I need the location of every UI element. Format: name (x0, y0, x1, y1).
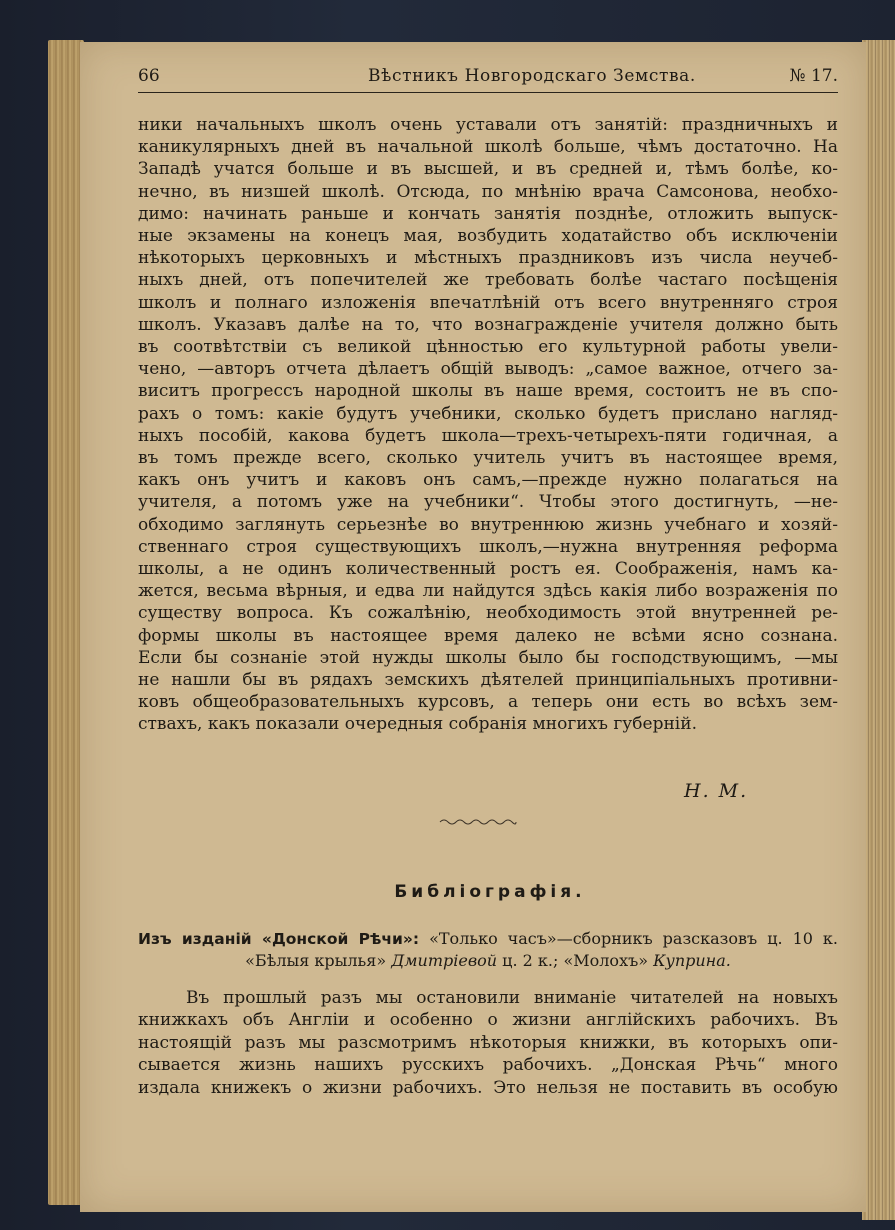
text-line: школъ и полнаго изложенія впечатлѣній отъ всего внутренняго строя (138, 292, 838, 313)
text-line: нечно, въ низшей школѣ. Отсюда, по мнѣнію врача Самсонова, необхо- (138, 181, 838, 202)
ornament-divider (438, 816, 518, 828)
text-line: въ томъ прежде всего, сколько учитель учитъ въ настоящее время, (138, 448, 838, 469)
book-page-edges-right (862, 40, 895, 1220)
text-line: издала книжекъ о жизни рабочихъ. Это нельзя не поставить въ особую (138, 1077, 838, 1098)
book-page-edges-left (48, 40, 84, 1205)
text-line: школы, а не одинъ количественный ростъ ея. Соображенія, намъ ка- (138, 559, 838, 580)
bibliography-line-2 (138, 950, 838, 972)
bibliography-entry (138, 928, 838, 972)
text-line: въ соотвѣтствіи съ великой цѣнностью его культурной работы увели- (138, 337, 838, 358)
text-line: ныхъ пособій, какова будетъ школа—трехъ-четырехъ-пяти годичная, а (138, 425, 838, 446)
book-page (80, 42, 866, 1212)
text-line: ковъ общеобразовательныхъ курсовъ, а теперь они есть во всѣхъ зем- (138, 692, 838, 713)
bibliography-author: Куприна. (653, 951, 731, 970)
text-line: рахъ о томъ: какіе будутъ учебники, сколько будетъ прислано нагляд- (138, 403, 838, 424)
text-line: Западѣ учатся больше и въ высшей, и въ средней и, тѣмъ болѣе, ко- (138, 159, 838, 180)
text-line: виситъ прогрессъ народной школы въ наше время, состоитъ не въ спо- (138, 381, 838, 402)
bibliography-author: Дмитріевой (391, 951, 498, 970)
text-line: ственнаго строя существующихъ школъ,—нужна внутренняя реформа (138, 536, 838, 557)
text-line: ствахъ, какъ показали очередныя собранія многихъ губерній. (138, 714, 697, 735)
text-line: димо: начинать раньше и кончать занятія позднѣе, отложить выпуск- (138, 203, 838, 224)
bibliography-item: «Бѣлыя крылья» (245, 951, 387, 970)
header-rule (138, 92, 838, 93)
text-line: жется, весьма вѣрныя, и едва ли найдутся здѣсь какія либо возраженія по (138, 581, 838, 602)
text-line: ныхъ дней, отъ попечителей же требовать болѣе частаго посѣщенія (138, 270, 838, 291)
text-line: существу вопроса. Къ сожалѣнію, необходимость этой внутренней ре- (138, 603, 838, 624)
journal-title: Вѣстникъ Новгородскаго Земства. (368, 66, 696, 86)
article-text (138, 114, 838, 736)
text-line: нѣкоторыхъ церковныхъ и мѣстныхъ праздниковъ изъ числа неучеб- (138, 248, 838, 269)
text-line: книжкахъ объ Англіи и особенно о жизни англійскихъ рабочихъ. Въ (138, 1010, 838, 1031)
text-line: ные экзамены на конецъ мая, возбудить ходатайство объ исключеніи (138, 226, 838, 247)
bibliography-item: «Только часъ»—сборникъ разсказовъ ц. 10 к. (429, 929, 838, 948)
text-line: ники начальныхъ школъ очень уставали отъ занятій: праздничныхъ и (138, 115, 838, 135)
section-title: Библіографія. (394, 882, 586, 902)
text-line: учителя, а потомъ уже на учебники“. Чтобы этого достигнуть, —не- (138, 492, 838, 513)
bibliography-item: ц. 2 к.; «Молохъ» (502, 951, 649, 970)
text-line: школъ. Указавъ далѣе на то, что вознагражденіе учителя должно быть (138, 314, 838, 335)
review-text (138, 987, 838, 1099)
text-line: Въ прошлый разъ мы остановили вниманіе читателей на новыхъ (186, 988, 838, 1008)
running-header (138, 62, 838, 92)
author-signature: Н. М. (684, 780, 749, 802)
text-line: какъ онъ учитъ и каковъ онъ самъ,—прежде нужно полагаться на (138, 470, 838, 491)
issue-number: № 17. (789, 66, 838, 86)
text-line: чено, —авторъ отчета дѣлаетъ общій выводъ: „самое важное, отчего за- (138, 359, 838, 380)
page-number: 66 (138, 66, 160, 86)
text-line: Если бы сознаніе этой нужды школы было бы господствующимъ, —мы (138, 647, 838, 668)
text-line: формы школы въ настоящее время далеко не всѣми ясно сознана. (138, 625, 838, 646)
bibliography-source: Изъ изданій «Донской Рѣчи»: (138, 930, 420, 948)
text-line: каникулярныхъ дней въ начальной школѣ больше, чѣмъ достаточно. На (138, 137, 838, 158)
text-line: сывается жизнь нашихъ русскихъ рабочихъ. „Донская Рѣчь“ много (138, 1055, 838, 1076)
text-line: обходимо заглянуть серьезнѣе во внутреннюю жизнь учебнаго и хозяй- (138, 514, 838, 535)
bibliography-line-1 (138, 928, 838, 950)
text-line: настоящій разъ мы разсмотримъ нѣкоторыя книжки, въ которыхъ опи- (138, 1032, 838, 1053)
text-line: не нашли бы въ рядахъ земскихъ дѣятелей принципіальныхъ противни- (138, 670, 838, 691)
